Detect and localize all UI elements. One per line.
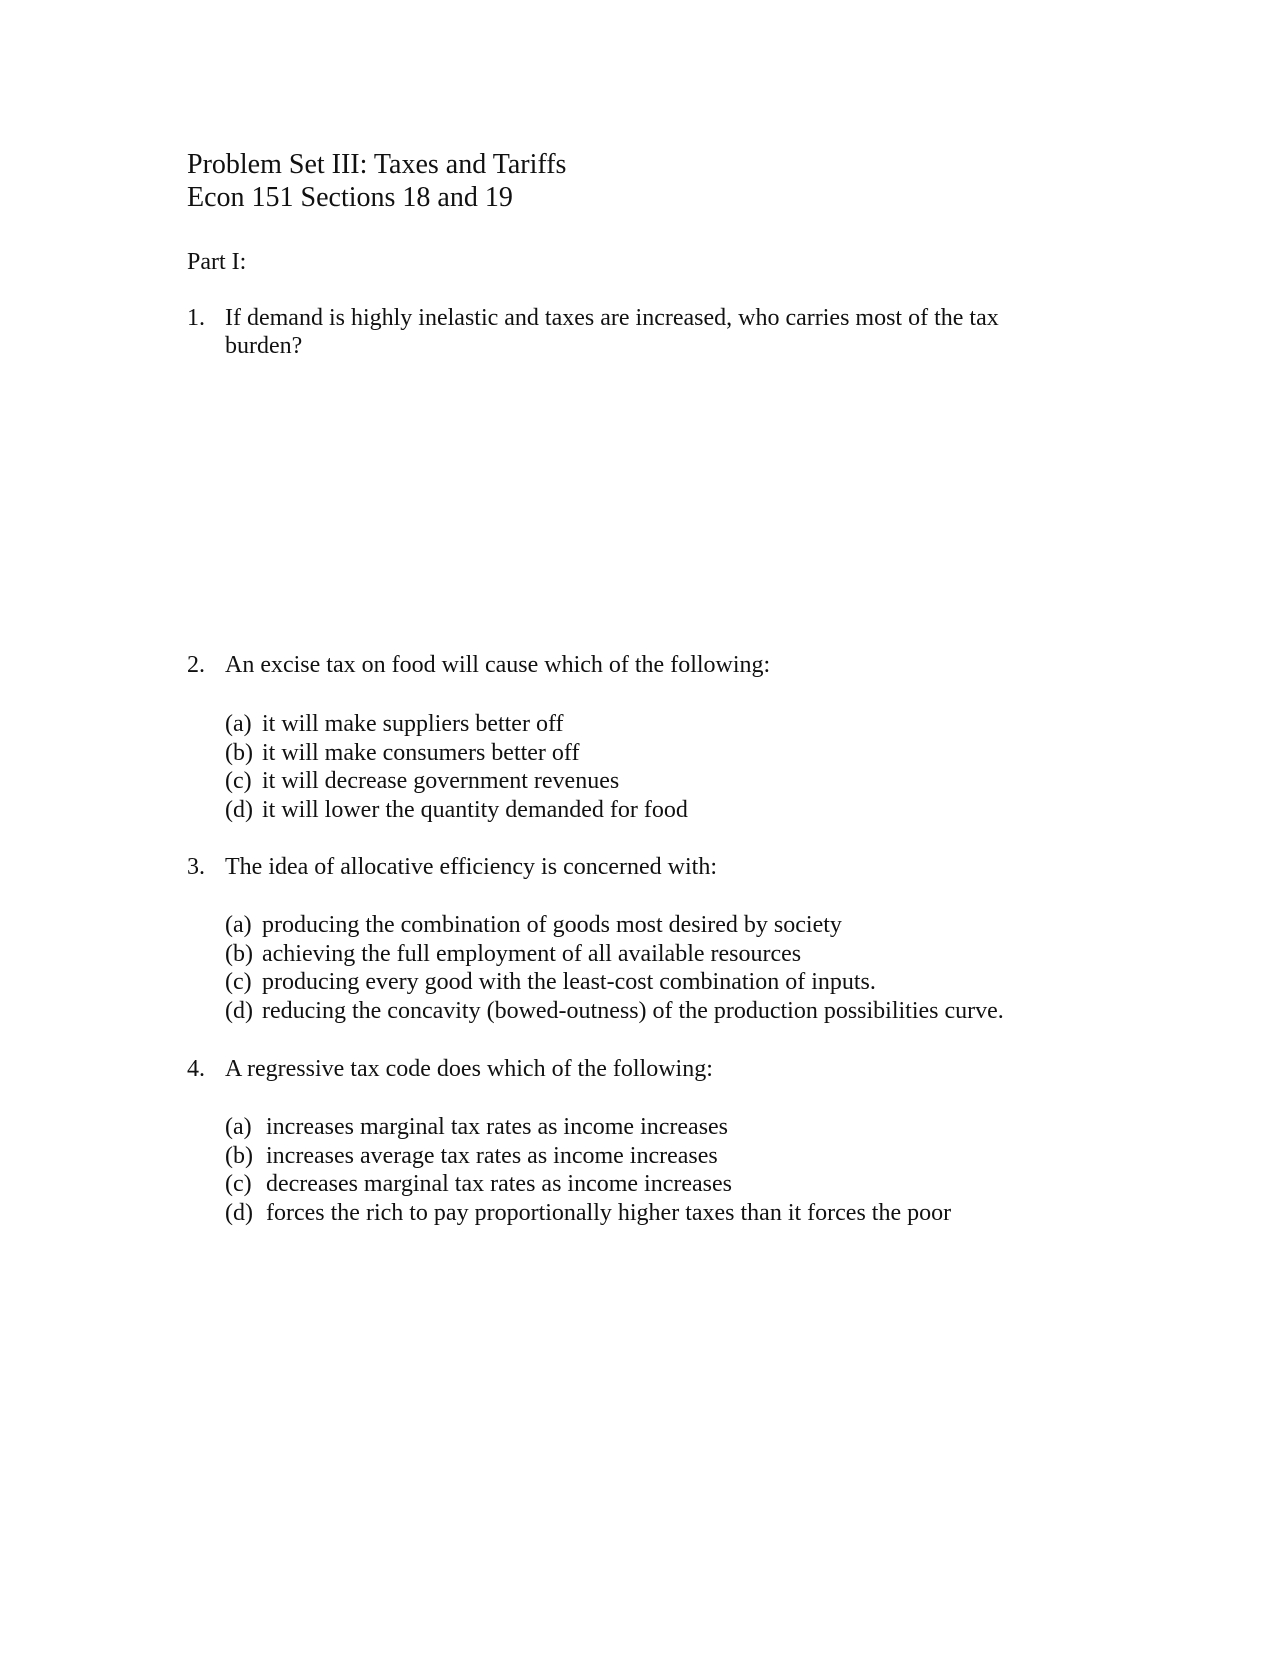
option-text: reducing the concavity (bowed-outness) of the production possibilities curve. — [262, 998, 1004, 1025]
document-title: Problem Set III: Taxes and Tariffs — [187, 149, 567, 180]
option — [225, 940, 1105, 969]
option — [225, 968, 1105, 997]
option — [225, 710, 1105, 739]
option-label: (a) — [225, 912, 252, 938]
question-number: 2. — [187, 652, 205, 678]
option-text: producing every good with the least-cost combination of inputs. — [262, 969, 876, 996]
option-text: forces the rich to pay proportionally higher taxes than it forces the poor — [266, 1200, 952, 1227]
option-label: (d) — [225, 1200, 253, 1227]
option-text: producing the combination of goods most desired by society — [262, 912, 842, 938]
option-label: (d) — [225, 998, 253, 1025]
question-4-options — [225, 1113, 1105, 1228]
document-header — [187, 148, 566, 214]
option — [225, 796, 1105, 825]
option-label: (b) — [225, 739, 253, 766]
question-text: An excise tax on food will cause which of the following: — [225, 652, 771, 678]
option-label: (c) — [225, 768, 252, 795]
question-2 — [187, 651, 1067, 679]
question-2-options — [225, 710, 1105, 825]
part-label: Part I: — [187, 249, 247, 275]
option-text: it will make suppliers better off — [262, 711, 564, 737]
option — [225, 1142, 1105, 1171]
question-number: 4. — [187, 1056, 205, 1082]
option-label: (a) — [225, 711, 252, 737]
option — [225, 1199, 1105, 1228]
option — [225, 767, 1105, 796]
question-number: 3. — [187, 854, 205, 880]
option-label: (d) — [225, 797, 253, 824]
option-text: it will make consumers better off — [262, 739, 580, 766]
question-3-options — [225, 911, 1105, 1026]
option-text: it will lower the quantity demanded for food — [262, 797, 688, 824]
option — [225, 1113, 1105, 1142]
option — [225, 911, 1105, 940]
option-text: decreases marginal tax rates as income increases — [266, 1171, 733, 1198]
question-1 — [187, 304, 1067, 360]
option-text: it will decrease government revenues — [262, 768, 620, 795]
option-label: (a) — [225, 1114, 252, 1140]
option — [225, 1170, 1105, 1199]
question-number: 1. — [187, 305, 205, 331]
option-label: (c) — [225, 969, 252, 996]
question-text: A regressive tax code does which of the following: — [225, 1056, 713, 1082]
option-text: increases average tax rates as income increases — [266, 1142, 718, 1169]
question-3 — [187, 853, 1067, 881]
option-label: (c) — [225, 1171, 252, 1198]
option-label: (b) — [225, 1142, 253, 1169]
question-text: If demand is highly inelastic and taxes are increased, who carries most of the tax burden? — [225, 305, 999, 359]
document-subtitle: Econ 151 Sections 18 and 19 — [187, 182, 513, 213]
option-label: (b) — [225, 940, 253, 967]
option-text: achieving the full employment of all available resources — [262, 940, 802, 967]
question-4 — [187, 1055, 1067, 1083]
option-text: increases marginal tax rates as income increases — [266, 1114, 729, 1140]
option — [225, 997, 1105, 1026]
option — [225, 739, 1105, 768]
question-text: The idea of allocative efficiency is concerned with: — [225, 854, 717, 880]
